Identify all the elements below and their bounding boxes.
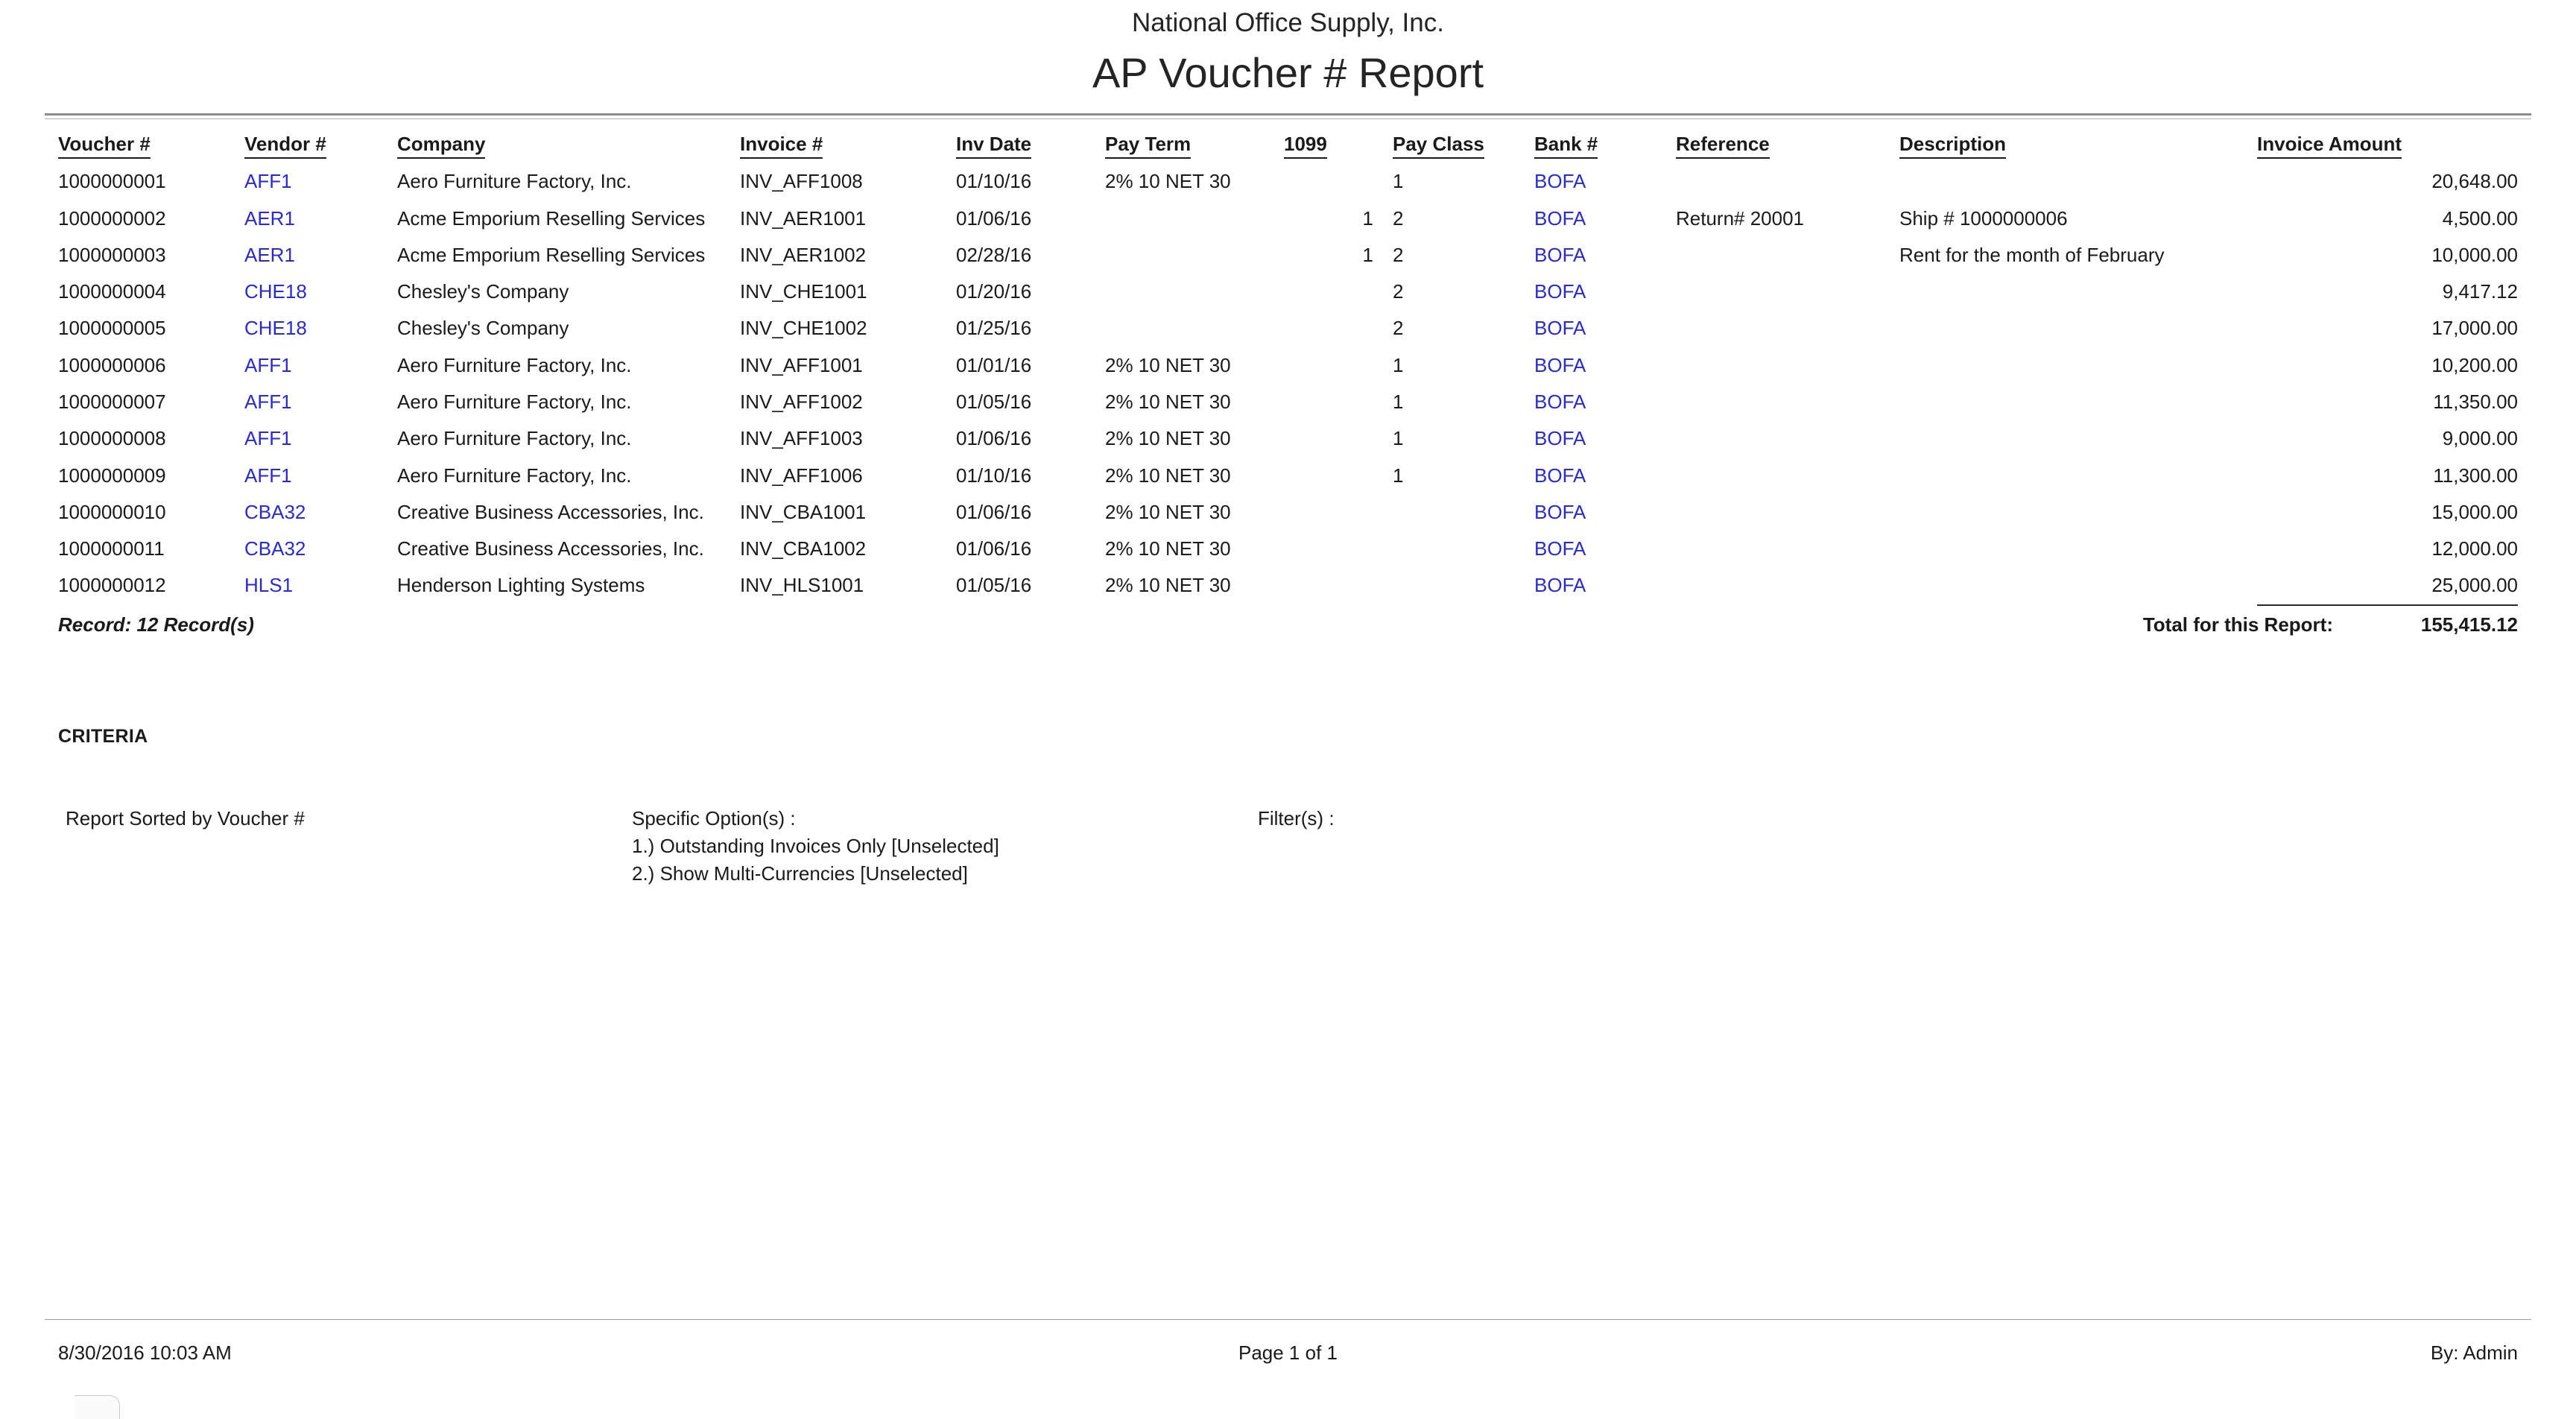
cell-vendor-link[interactable]: AER1 — [244, 206, 295, 230]
cell-voucher: 1000000002 — [58, 206, 166, 230]
cell-pay-class: 2 — [1393, 280, 1404, 303]
cell-vendor-link[interactable]: AFF1 — [244, 353, 292, 376]
cell-amount: 15,000.00 — [2431, 500, 2518, 523]
cell-reference — [1676, 163, 1899, 200]
column-header-inv-date: Inv Date — [956, 133, 1105, 163]
cell-pay-class: 2 — [1393, 317, 1404, 340]
cell-reference — [1676, 347, 1899, 384]
cell-pay-term: 2% 10 NET 30 — [1105, 170, 1231, 193]
cell-pay-term — [1105, 274, 1284, 310]
cell-reference — [1676, 494, 1899, 531]
criteria-option-item: 2.) Show Multi-Currencies [Unselected] — [632, 862, 968, 885]
cell-reference — [1676, 420, 1899, 457]
cell-1099: 1 — [1362, 206, 1373, 230]
cell-vendor-link[interactable]: CHE18 — [244, 317, 307, 340]
cell-bank-link[interactable]: BOFA — [1534, 427, 1586, 450]
table-row — [58, 163, 2518, 200]
cell-amount: 20,648.00 — [2431, 170, 2518, 193]
cell-bank-link[interactable]: BOFA — [1534, 574, 1586, 597]
cell-inv-date: 01/05/16 — [956, 574, 1032, 597]
cell-1099: 1 — [1362, 243, 1373, 266]
table-body — [58, 163, 2518, 604]
cell-description — [1899, 384, 2257, 420]
cell-description — [1899, 458, 2257, 494]
cell-inv-date: 01/01/16 — [956, 353, 1032, 376]
cell-inv-date: 01/10/16 — [956, 464, 1032, 487]
cell-inv-date: 01/06/16 — [956, 206, 1032, 230]
cell-vendor-link[interactable]: CBA32 — [244, 500, 306, 523]
cell-1099 — [1284, 274, 1393, 310]
cell-reference — [1676, 274, 1899, 310]
cell-bank-link[interactable]: BOFA — [1534, 500, 1586, 523]
table-row — [58, 310, 2518, 347]
column-header-description: Description — [1899, 133, 2257, 163]
cell-bank-link[interactable]: BOFA — [1534, 170, 1586, 193]
cell-pay-term: 2% 10 NET 30 — [1105, 500, 1231, 523]
cell-inv-date: 01/06/16 — [956, 537, 1032, 560]
criteria-options — [632, 807, 1258, 885]
cell-pay-class: 1 — [1393, 464, 1404, 487]
company-name: National Office Supply, Inc. — [1132, 8, 1444, 37]
cell-reference — [1676, 567, 1899, 604]
cell-1099 — [1284, 494, 1393, 531]
cell-invoice: INV_CBA1001 — [740, 500, 867, 523]
cell-description: Ship # 1000000006 — [1899, 206, 2068, 230]
cell-pay-class — [1393, 494, 1534, 531]
cell-vendor-link[interactable]: AFF1 — [244, 464, 292, 487]
cell-pay-term — [1105, 200, 1284, 237]
cell-description — [1899, 531, 2257, 567]
cell-pay-class — [1393, 567, 1534, 604]
cell-inv-date: 01/20/16 — [956, 280, 1032, 303]
cell-bank-link[interactable]: BOFA — [1534, 280, 1586, 303]
table-row — [58, 420, 2518, 457]
cell-invoice: INV_AFF1003 — [740, 427, 863, 450]
criteria-filters-label: Filter(s) : — [1258, 806, 1335, 829]
cell-description — [1899, 347, 2257, 384]
cell-voucher: 1000000006 — [58, 353, 166, 376]
cell-amount: 12,000.00 — [2431, 537, 2518, 560]
cell-pay-class — [1393, 531, 1534, 567]
criteria-sort: Report Sorted by Voucher # — [66, 806, 305, 829]
cell-pay-term: 2% 10 NET 30 — [1105, 353, 1231, 376]
cell-1099 — [1284, 310, 1393, 347]
cell-pay-class: 2 — [1393, 243, 1404, 266]
cell-description — [1899, 163, 2257, 200]
cell-pay-class: 1 — [1393, 390, 1404, 413]
cell-company: Aero Furniture Factory, Inc. — [397, 353, 632, 376]
cell-company: Acme Emporium Reselling Services — [397, 243, 706, 266]
column-header-invoice: Invoice # — [740, 133, 956, 163]
table-row — [58, 494, 2518, 531]
cell-voucher: 1000000001 — [58, 170, 166, 193]
cell-voucher: 1000000004 — [58, 280, 166, 303]
table-row — [58, 347, 2518, 384]
cell-voucher: 1000000009 — [58, 464, 166, 487]
cell-voucher: 1000000003 — [58, 243, 166, 266]
cell-pay-class: 1 — [1393, 427, 1404, 450]
page-title: AP Voucher # Report — [1092, 49, 1484, 96]
cell-invoice: INV_HLS1001 — [740, 574, 864, 597]
cell-description — [1899, 494, 2257, 531]
cell-1099 — [1284, 458, 1393, 494]
cell-1099 — [1284, 163, 1393, 200]
cell-amount: 11,300.00 — [2433, 464, 2518, 487]
cell-pay-term: 2% 10 NET 30 — [1105, 574, 1231, 597]
page-corner-curl — [75, 1395, 120, 1419]
header-divider — [45, 113, 2531, 119]
cell-description — [1899, 567, 2257, 604]
criteria-heading: CRITERIA — [58, 725, 148, 747]
cell-reference: Return# 20001 — [1676, 206, 1805, 230]
cell-invoice: INV_CBA1002 — [740, 537, 867, 560]
cell-bank-link[interactable]: BOFA — [1534, 464, 1586, 487]
cell-voucher: 1000000010 — [58, 500, 166, 523]
cell-reference — [1676, 237, 1899, 274]
record-count: Record: 12 Record(s) — [58, 613, 254, 636]
table-row — [58, 458, 2518, 494]
cell-invoice: INV_AFF1002 — [740, 390, 863, 413]
criteria-options-label: Specific Option(s) : — [632, 806, 796, 829]
cell-invoice: INV_AFF1001 — [740, 353, 863, 376]
cell-invoice: INV_AFF1008 — [740, 170, 863, 193]
cell-pay-term — [1105, 310, 1284, 347]
cell-company: Aero Furniture Factory, Inc. — [397, 390, 632, 413]
cell-bank-link[interactable]: BOFA — [1534, 206, 1586, 230]
voucher-table-container — [58, 133, 2518, 605]
cell-invoice: INV_CHE1001 — [740, 280, 867, 303]
table-row — [58, 200, 2518, 237]
cell-company: Aero Furniture Factory, Inc. — [397, 464, 632, 487]
cell-company: Creative Business Accessories, Inc. — [397, 500, 704, 523]
voucher-table — [58, 133, 2518, 605]
cell-1099 — [1284, 420, 1393, 457]
cell-vendor-link[interactable]: AFF1 — [244, 427, 292, 450]
cell-pay-term: 2% 10 NET 30 — [1105, 390, 1231, 413]
cell-company: Chesley's Company — [397, 317, 569, 340]
footer-timestamp: 8/30/2016 10:03 AM — [58, 1341, 232, 1364]
cell-1099 — [1284, 384, 1393, 420]
table-row — [58, 237, 2518, 274]
column-header-pay-term: Pay Term — [1105, 133, 1284, 163]
table-row — [58, 274, 2518, 310]
cell-vendor-link[interactable]: CBA32 — [244, 537, 306, 560]
cell-1099 — [1284, 347, 1393, 384]
footer-divider — [45, 1319, 2531, 1320]
criteria-filters — [1258, 807, 1705, 830]
cell-description: Rent for the month of February — [1899, 243, 2165, 266]
column-header-bank: Bank # — [1534, 133, 1676, 163]
cell-inv-date: 02/28/16 — [956, 243, 1032, 266]
totals-row — [58, 613, 2518, 636]
cell-vendor-link[interactable]: AFF1 — [244, 390, 292, 413]
column-header-1099: 1099 — [1284, 133, 1393, 163]
column-header-voucher: Voucher # — [58, 133, 244, 163]
cell-company: Henderson Lighting Systems — [397, 574, 645, 597]
criteria-options-list — [632, 835, 1258, 885]
cell-pay-term — [1105, 237, 1284, 274]
cell-reference — [1676, 458, 1899, 494]
cell-voucher: 1000000011 — [58, 537, 165, 560]
cell-invoice: INV_CHE1002 — [740, 317, 867, 340]
cell-1099 — [1284, 567, 1393, 604]
cell-pay-class: 2 — [1393, 206, 1404, 230]
cell-invoice: INV_AFF1006 — [740, 464, 863, 487]
cell-inv-date: 01/25/16 — [956, 317, 1032, 340]
criteria-body — [58, 807, 2518, 885]
footer-page-number: Page 1 of 1 — [1238, 1341, 1338, 1364]
cell-inv-date: 01/05/16 — [956, 390, 1032, 413]
total-value: 155,415.12 — [2420, 613, 2518, 636]
table-row — [58, 531, 2518, 567]
cell-voucher: 1000000012 — [58, 574, 166, 597]
cell-invoice: INV_AER1001 — [740, 206, 867, 230]
cell-voucher: 1000000008 — [58, 427, 166, 450]
cell-amount: 10,200.00 — [2431, 353, 2518, 376]
cell-company: Acme Emporium Reselling Services — [397, 206, 706, 230]
table-header-row — [58, 133, 2518, 163]
column-header-invoice-amount: Invoice Amount — [2257, 133, 2518, 163]
cell-amount: 25,000.00 — [2257, 567, 2518, 604]
report-header — [0, 0, 2576, 97]
cell-amount: 10,000.00 — [2431, 243, 2518, 266]
table-row — [58, 384, 2518, 420]
cell-pay-term: 2% 10 NET 30 — [1105, 464, 1231, 487]
cell-amount: 17,000.00 — [2431, 317, 2518, 340]
cell-bank-link[interactable]: BOFA — [1534, 537, 1586, 560]
cell-company: Creative Business Accessories, Inc. — [397, 537, 704, 560]
cell-pay-class: 1 — [1393, 353, 1404, 376]
cell-bank-link[interactable]: BOFA — [1534, 243, 1586, 266]
cell-vendor-link[interactable]: HLS1 — [244, 574, 294, 597]
cell-bank-link[interactable]: BOFA — [1534, 317, 1586, 340]
criteria-section — [58, 726, 2518, 885]
cell-company: Aero Furniture Factory, Inc. — [397, 427, 632, 450]
cell-company: Aero Furniture Factory, Inc. — [397, 170, 632, 193]
cell-vendor-link[interactable]: CHE18 — [244, 280, 307, 303]
cell-reference — [1676, 310, 1899, 347]
cell-voucher: 1000000005 — [58, 317, 166, 340]
cell-vendor-link[interactable]: AER1 — [244, 243, 295, 266]
cell-company: Chesley's Company — [397, 280, 569, 303]
table-row — [58, 567, 2518, 604]
column-header-reference: Reference — [1676, 133, 1899, 163]
cell-inv-date: 01/06/16 — [956, 500, 1032, 523]
cell-pay-term: 2% 10 NET 30 — [1105, 427, 1231, 450]
cell-voucher: 1000000007 — [58, 390, 166, 413]
cell-description — [1899, 274, 2257, 310]
page-footer — [58, 1341, 2518, 1365]
cell-amount: 4,500.00 — [2442, 206, 2518, 230]
cell-1099 — [1284, 531, 1393, 567]
cell-inv-date: 01/06/16 — [956, 427, 1032, 450]
cell-amount: 9,000.00 — [2442, 427, 2518, 450]
cell-invoice: INV_AER1002 — [740, 243, 867, 266]
cell-amount: 11,350.00 — [2433, 390, 2518, 413]
cell-reference — [1676, 384, 1899, 420]
total-label: Total for this Report: — [2142, 613, 2333, 636]
column-header-vendor: Vendor # — [244, 133, 397, 163]
cell-vendor-link[interactable]: AFF1 — [244, 170, 292, 193]
cell-amount: 9,417.12 — [2442, 280, 2518, 303]
cell-bank-link[interactable]: BOFA — [1534, 390, 1586, 413]
cell-pay-term: 2% 10 NET 30 — [1105, 537, 1231, 560]
cell-bank-link[interactable]: BOFA — [1534, 353, 1586, 376]
cell-description — [1899, 420, 2257, 457]
cell-inv-date: 01/10/16 — [956, 170, 1032, 193]
criteria-option-item: 1.) Outstanding Invoices Only [Unselected] — [632, 834, 999, 857]
cell-pay-class: 1 — [1393, 170, 1404, 193]
cell-reference — [1676, 531, 1899, 567]
column-header-company: Company — [397, 133, 740, 163]
column-header-pay-class: Pay Class — [1393, 133, 1534, 163]
cell-description — [1899, 310, 2257, 347]
footer-generated-by: By: Admin — [2430, 1341, 2518, 1364]
